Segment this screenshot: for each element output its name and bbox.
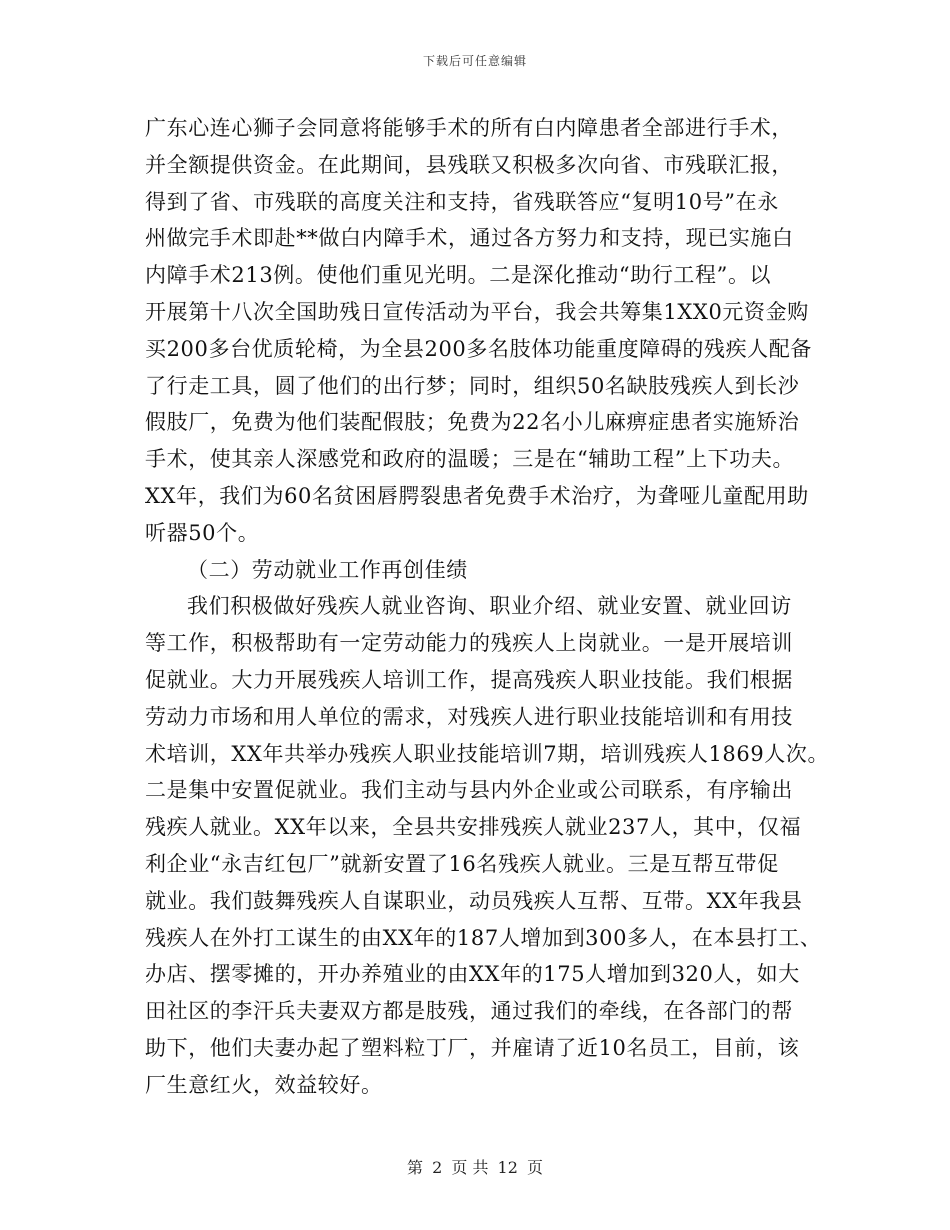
page-footer xyxy=(0,1155,950,1178)
text-line: 田社区的李汗兵夫妻双方都是肢残，通过我们的牵线，在各部门的帮 xyxy=(145,999,793,1024)
text-line: 促就业。大力开展残疾人培训工作，提高残疾人职业技能。我们根据 xyxy=(145,667,793,692)
text-line: 手术，使其亲人深感党和政府的温暖；三是在“辅助工程”上下功夫。 xyxy=(145,447,795,472)
text-line: 助下，他们夫妻办起了塑料粒丁厂，并雇请了近10名员工，目前，该 xyxy=(145,1035,800,1060)
text-line: 了行走工具，圆了他们的出行梦；同时，组织50名缺肢残疾人到长沙 xyxy=(145,373,800,398)
text-line: 广东心连心狮子会同意将能够手术的所有白内障患者全部进行手术， xyxy=(145,116,793,140)
text-line: 厂生意红火，效益较好。 xyxy=(145,1072,383,1097)
footer-middle: 页 共 xyxy=(451,1158,489,1177)
text-line: 得到了省、市残联的高度关注和支持，省残联答应“复明10号”在永 xyxy=(145,189,779,214)
footer-suffix: 页 xyxy=(527,1158,544,1177)
footer-prefix: 第 xyxy=(406,1158,423,1177)
text-line: 我们积极做好残疾人就业咨询、职业介绍、就业安置、就业回访 xyxy=(187,594,792,619)
text-line: XX年，我们为60名贫困唇腭裂患者免费手术治疗，为聋哑儿童配用助 xyxy=(145,483,809,508)
text-line: 利企业“永吉红包厂”就新安置了16名残疾人就业。三是互帮互带促 xyxy=(145,851,779,876)
text-line: 劳动力市场和用人单位的需求，对残疾人进行职业技能培训和有用技 xyxy=(145,704,793,729)
text-line: 办店、摆零摊的，开办养殖业的由XX年的175人增加到320人，如大 xyxy=(145,962,800,987)
text-line: 开展第十八次全国助残日宣传活动为平台，我会共筹集1XX0元资金购 xyxy=(145,299,809,324)
text-line: 等工作，积极帮助有一定劳动能力的残疾人上岗就业。一是开展培训 xyxy=(145,631,793,656)
text-line: 州做完手术即赴**做白内障手术，通过各方努力和支持，现已实施白 xyxy=(145,226,794,251)
page-number: 2 xyxy=(432,1158,443,1177)
document-body xyxy=(145,110,830,1104)
text-line: 并全额提供资金。在此期间，县残联又积极多次向省、市残联汇报， xyxy=(145,152,793,177)
paragraph-1 xyxy=(145,110,815,552)
total-pages: 12 xyxy=(497,1158,518,1177)
text-line: 假肢厂，免费为他们装配假肢；免费为22名小儿麻痹症患者实施矫治 xyxy=(145,410,800,435)
section-heading: （二）劳动就业工作再创佳绩 xyxy=(187,557,468,582)
page-header: 下载后可任意编辑 xyxy=(422,54,527,68)
text-line: 术培训，XX年共举办残疾人职业技能培训7期，培训残疾人1869人次。 xyxy=(145,741,830,766)
text-line: 残疾人在外打工谋生的由XX年的187人增加到300多人，在本县打工、 xyxy=(145,925,822,950)
text-line: 残疾人就业。XX年以来，全县共安排残疾人就业237人，其中，仅福 xyxy=(145,815,802,840)
text-line: 买200多台优质轮椅，为全县200多名肢体功能重度障碍的残疾人配备 xyxy=(145,336,812,361)
text-line: 二是集中安置促就业。我们主动与县内外企业或公司联系，有序输出 xyxy=(145,778,793,803)
text-line: 内障手术213例。使他们重见光明。二是深化推动“助行工程”。以 xyxy=(145,263,772,288)
text-line: 就业。我们鼓舞残疾人自谋职业，动员残疾人互帮、互带。XX年我县 xyxy=(145,888,803,913)
paragraph-2 xyxy=(145,588,830,1103)
text-line: 听器50个。 xyxy=(145,520,260,545)
